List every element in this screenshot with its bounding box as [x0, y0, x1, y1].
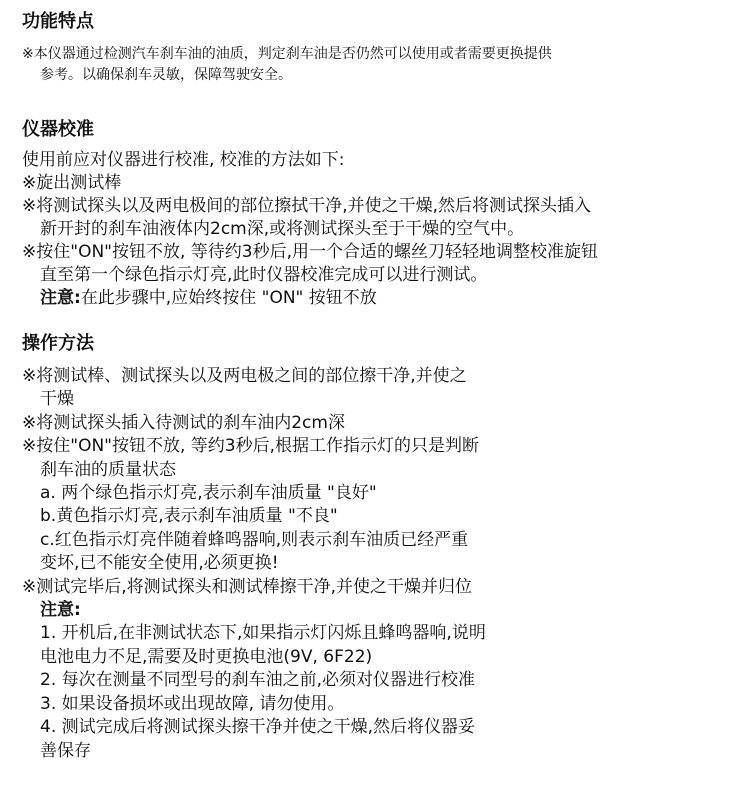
text-line: a. 两个绿色指示灯亮,表示刹车油质量 "良好" — [40, 483, 377, 504]
note-text: 在此步骤中,应始终按住 "ON" 按钮不放 — [80, 288, 377, 308]
operation-heading: 操作方法 — [22, 333, 94, 354]
text-line: c.红色指示灯亮伴随着蜂鸣器响,则表示刹车油质已经严重 — [40, 529, 469, 550]
features-section — [22, 10, 740, 83]
text-line: ※测试完毕后,将测试探头和测试棒擦干净,并使之干燥并归位 — [22, 576, 473, 597]
note-line: 3. 如果设备损坏或出现故障, 请勿使用。 — [40, 693, 345, 714]
text-line: ※旋出测试棒 — [22, 173, 122, 193]
text-line: 参考。以确保刹车灵敏，保障驾驶安全。 — [40, 67, 292, 83]
calibration-note — [22, 287, 598, 310]
calibration-body — [22, 149, 598, 310]
features-body — [22, 44, 552, 86]
text-line: b.黄色指示灯亮,表示刹车油质量 "不良" — [40, 506, 338, 527]
note-line: 4. 测试完成后将测试探头擦干净并使之干燥,然后将仪器妥 — [40, 717, 476, 738]
text-line: 变坏,已不能安全使用,必须更换! — [40, 553, 279, 574]
note-line: 1. 开机后,在非测试状态下,如果指示灯闪烁且蜂鸣器响,说明 — [40, 623, 486, 644]
operation-section — [22, 332, 740, 761]
text-line: 新开封的刹车油液体内2cm深,或将测试探头至于干燥的空气中。 — [40, 219, 525, 239]
text-line: 使用前应对仪器进行校准, 校准的方法如下: — [22, 150, 345, 170]
note-line: 2. 每次在测量不同型号的刹车油之前,必须对仪器进行校准 — [40, 670, 476, 691]
text-line: ※按住"ON"按钮不放, 等待约3秒后,用一个合适的螺丝刀轻轻地调整校准旋钮 — [22, 242, 599, 262]
text-line: ※将测试探头插入待测试的刹车油内2cm深 — [22, 412, 345, 433]
features-heading: 功能特点 — [22, 11, 94, 32]
text-line: 刹车油的质量状态 — [40, 459, 176, 480]
note-line: 电池电力不足,需要及时更换电池(9V, 6F22) — [40, 646, 373, 667]
text-line: ※将测试探头以及两电极间的部位擦拭干净,并使之干燥,然后将测试探头插入 — [22, 196, 592, 216]
text-line: ※按住"ON"按钮不放, 等约3秒后,根据工作指示灯的只是判断 — [22, 436, 480, 457]
calibration-section — [22, 118, 740, 308]
operation-note-label: 注意: — [40, 600, 81, 621]
text-line: 直至第一个绿色指示灯亮,此时仪器校准完成可以进行测试。 — [40, 265, 488, 285]
note-line: 善保存 — [40, 740, 91, 761]
text-line: ※本仪器通过检测汽车刹车油的油质，判定刹车油是否仍然可以使用或者需要更换提供 — [22, 46, 552, 62]
operation-body — [22, 365, 486, 763]
text-line: 干燥 — [40, 389, 74, 410]
calibration-heading: 仪器校准 — [22, 119, 94, 140]
text-line: ※将测试棒、测试探头以及两电极之间的部位擦干净,并使之 — [22, 366, 467, 386]
note-label: 注意: — [40, 288, 81, 308]
